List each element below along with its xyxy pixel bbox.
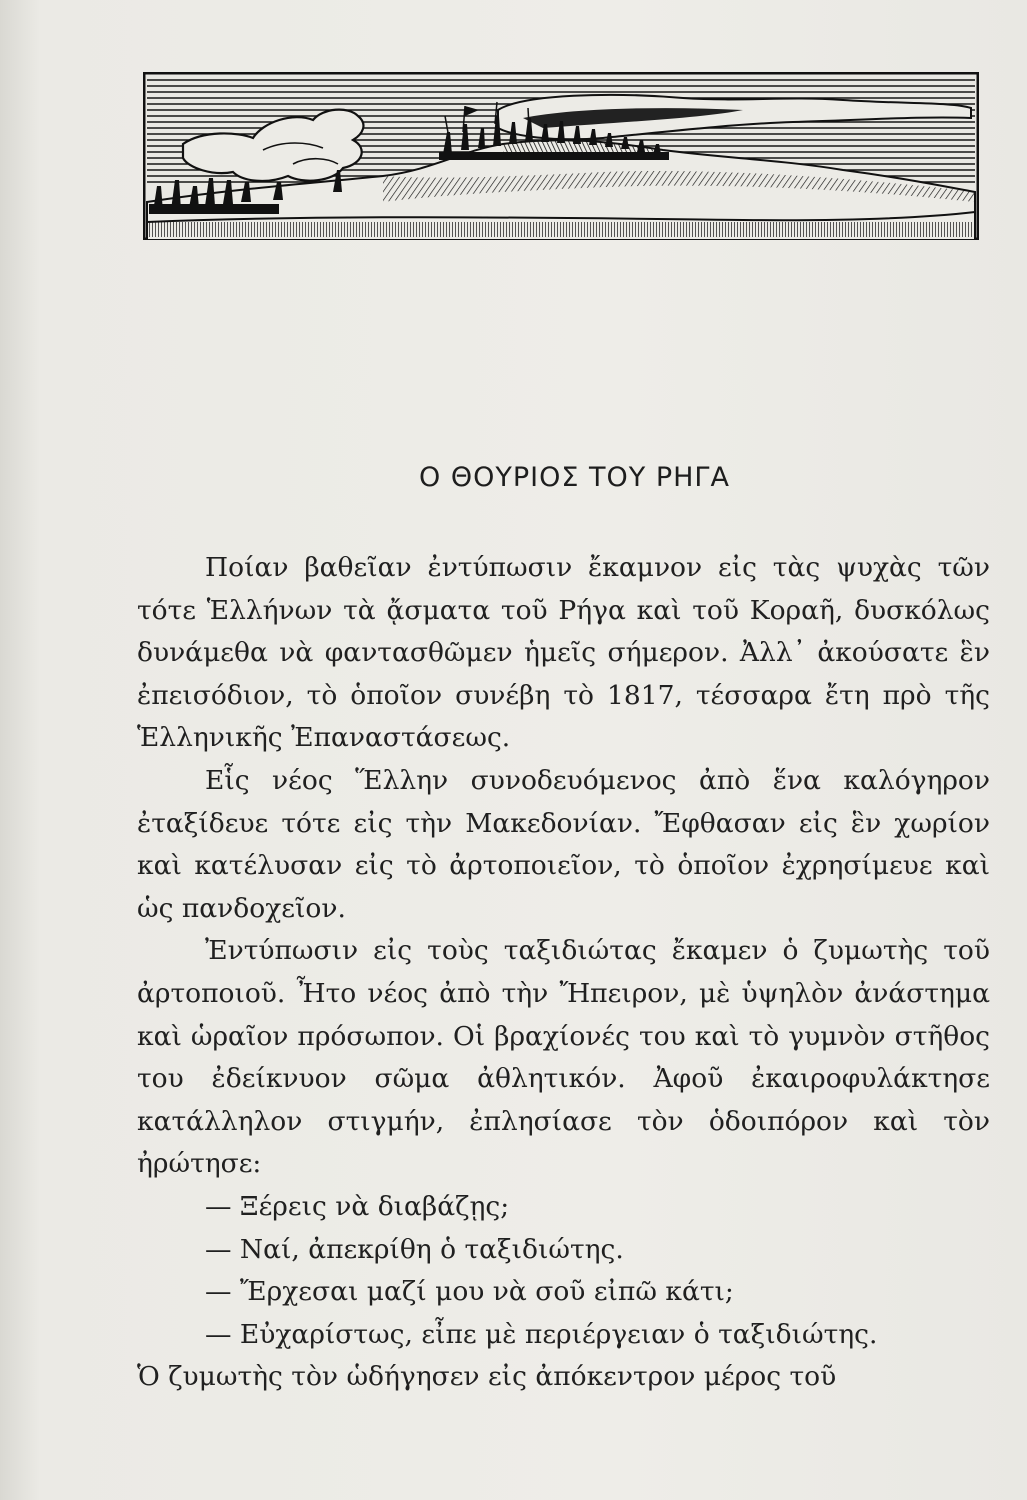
dialogue-line: — Ἔρχεσαι μαζί μου νὰ σοῦ εἰπῶ κάτι;	[205, 1276, 734, 1308]
battle-scene-illustration	[143, 72, 979, 240]
paragraph: Εἷς νέος Ἕλλην συνοδευόμενος ἀπὸ ἕνα καλόγηρον ἐταξίδευε τότε εἰς τὴν Μακεδονίαν. Ἔφθασαν εἰς ἓν χωρίον καὶ κατέλυσαν εἰς τὸ ἀρτοποιεῖον, τὸ ὁποῖον ἐχρησίμευε καὶ ὡς πανδοχεῖον.	[137, 764, 990, 924]
paragraph: Ἐντύπωσιν εἰς τοὺς ταξιδιώτας ἔκαμεν ὁ ζυμωτὴς τοῦ ἀρτοποιοῦ. Ἦτο νέος ἀπὸ τὴν Ἤπειρον, μὲ ὑψηλὸν ἀνάστημα καὶ ὡραῖον πρόσωπον. Οἱ βραχίονές του καὶ τὸ γυμνὸν στῆθος του ἐδείκνυον σῶμα ἀθλητικόν. Ἀφοῦ ἐκαιροφυλάκτησε κατάλληλον στιγμήν, ἐπλησίασε τὸν ὁδοιπόρον καὶ τὸν ἠρώτησε:	[137, 935, 990, 1180]
paragraph: Ποίαν βαθεῖαν ἐντύπωσιν ἔκαμνον εἰς τὰς ψυχὰς τῶν τότε Ἑλλήνων τὰ ᾄσματα τοῦ Ρήγα καὶ τοῦ Κοραῆ, δυσκόλως δυνάμεθα νὰ φαντασθῶμεν ἡμεῖς σήμερον. Ἀλλ᾽ ἀκούσατε ἓν ἐπεισόδιον, τὸ ὁποῖον συνέβη τὸ 1817, τέσσαρα ἔτη πρὸ τῆς Ἑλληνικῆς Ἐπαναστάσεως.	[137, 552, 990, 754]
closing-paragraph: Ὁ ζυμωτὴς τὸν ὡδήγησεν εἰς ἀπόκεντρον μέρος τοῦ	[137, 1361, 837, 1393]
chapter-title: Ο ΘΟΥΡΙΟΣ ΤΟΥ ΡΗΓΑ	[419, 462, 730, 493]
dialogue-line: — Ναί, ἀπεκρίθη ὁ ταξιδιώτης.	[205, 1233, 624, 1265]
dialogue-line: — Ξέρεις νὰ διαβάζῃς;	[205, 1190, 510, 1222]
body-text	[137, 547, 990, 1399]
dialogue-line: — Εὐχαρίστως, εἶπε μὲ περιέργειαν ὁ ταξιδιώτης.	[205, 1318, 878, 1350]
